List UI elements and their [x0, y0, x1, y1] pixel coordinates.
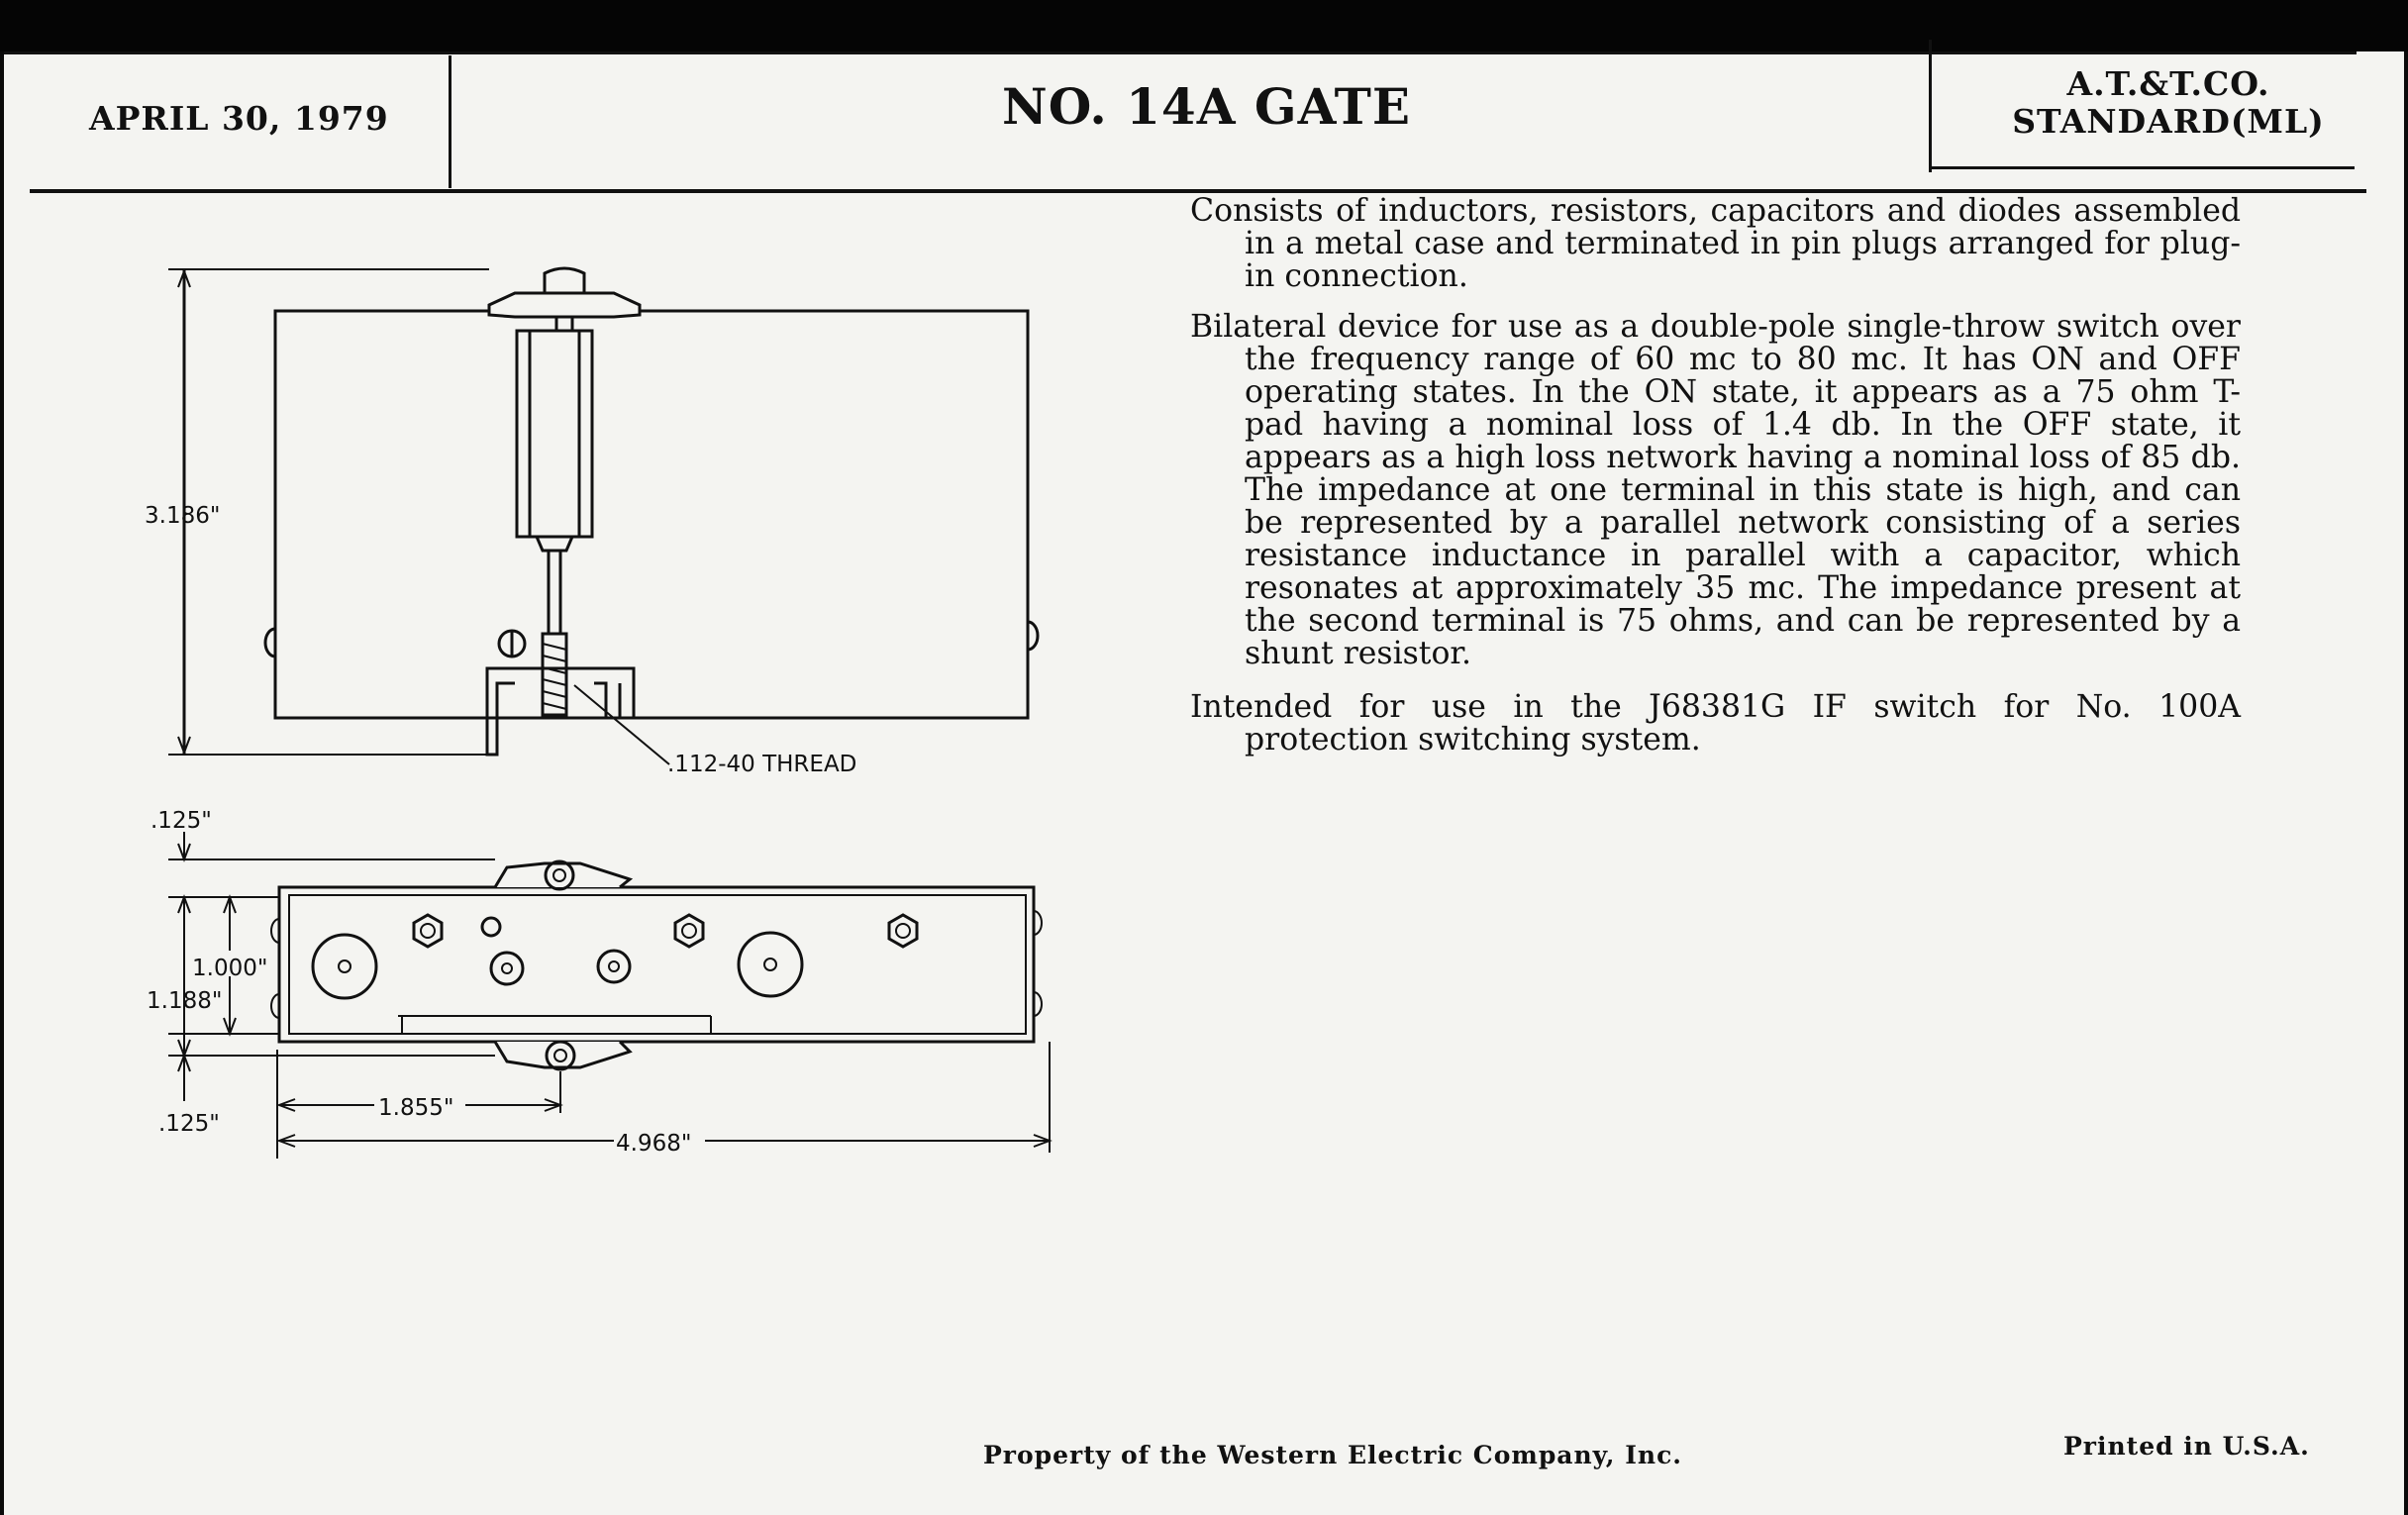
- plug-body: [517, 331, 592, 537]
- hex-nut-3: [889, 915, 917, 947]
- plug-offset-label: 1.855": [378, 1095, 454, 1121]
- top-view-case: [279, 887, 1034, 1042]
- trimmer-2: [598, 951, 630, 982]
- page-title: NO. 14A GATE: [1002, 77, 1412, 136]
- standard-line-2: STANDARD(ML): [2012, 102, 2325, 141]
- hex-nut-2: [675, 915, 703, 947]
- adjust-disc-2: [739, 933, 802, 996]
- length-label: 4.968": [616, 1131, 692, 1157]
- description-paragraph-1: Consists of inductors, resistors, capacitors and diodes assembled in a metal case and terminated in pin plugs arranged for plug-in connection.: [1190, 193, 2241, 294]
- bottom-bracket: [487, 668, 634, 718]
- height-dimension-label: 3.186": [145, 503, 221, 529]
- plug-knob: [545, 268, 584, 293]
- footer-printed: Printed in U.S.A.: [2063, 1432, 2310, 1461]
- body-height-label: 1.000": [192, 956, 268, 981]
- top-plug-bracket: [495, 863, 630, 887]
- bottom-plug-bracket: [495, 1042, 630, 1067]
- top-offset-label: .125": [150, 808, 212, 834]
- description-paragraph-3: Intended for use in the J68381G IF switch for No. 100A protection switching system.: [1190, 689, 2241, 758]
- plug-cap: [489, 293, 640, 317]
- side-view-case: [275, 311, 1028, 718]
- trimmer-1: [491, 953, 523, 984]
- issue-date: APRIL 30, 1979: [89, 99, 389, 138]
- description-paragraph-2: Bilateral device for use as a double-pole single-throw switch over the frequency range of 60 mc to 80 mc. It has ON and OFF operating states. In the ON state, it appears as a 75 ohm T-pad having a nominal loss of 1.4 db. In the OFF state, it appears as a high loss network having a nominal loss of 85 db. The impedance at one terminal in this state is high, and can be represented by a parallel network consisting of a series resistance inductance in parallel with a capacitor, which resonates at approximately 35 mc. The impedance present at the second terminal is 75 ohms, and can be represented by a shunt resistor.: [1190, 309, 2241, 671]
- standard-line-1: A.T.&T.CO.: [2066, 64, 2270, 103]
- small-screw: [482, 918, 500, 936]
- total-height-label: 1.188": [147, 988, 223, 1014]
- footer-property: Property of the Western Electric Company, Inc.: [983, 1441, 1683, 1469]
- bottom-offset-label: .125": [158, 1111, 220, 1137]
- thread-label: .112-40 THREAD: [667, 752, 857, 777]
- adjust-disc-1: [313, 935, 376, 998]
- thread-leader: [574, 685, 669, 764]
- hex-nut-1: [414, 915, 442, 947]
